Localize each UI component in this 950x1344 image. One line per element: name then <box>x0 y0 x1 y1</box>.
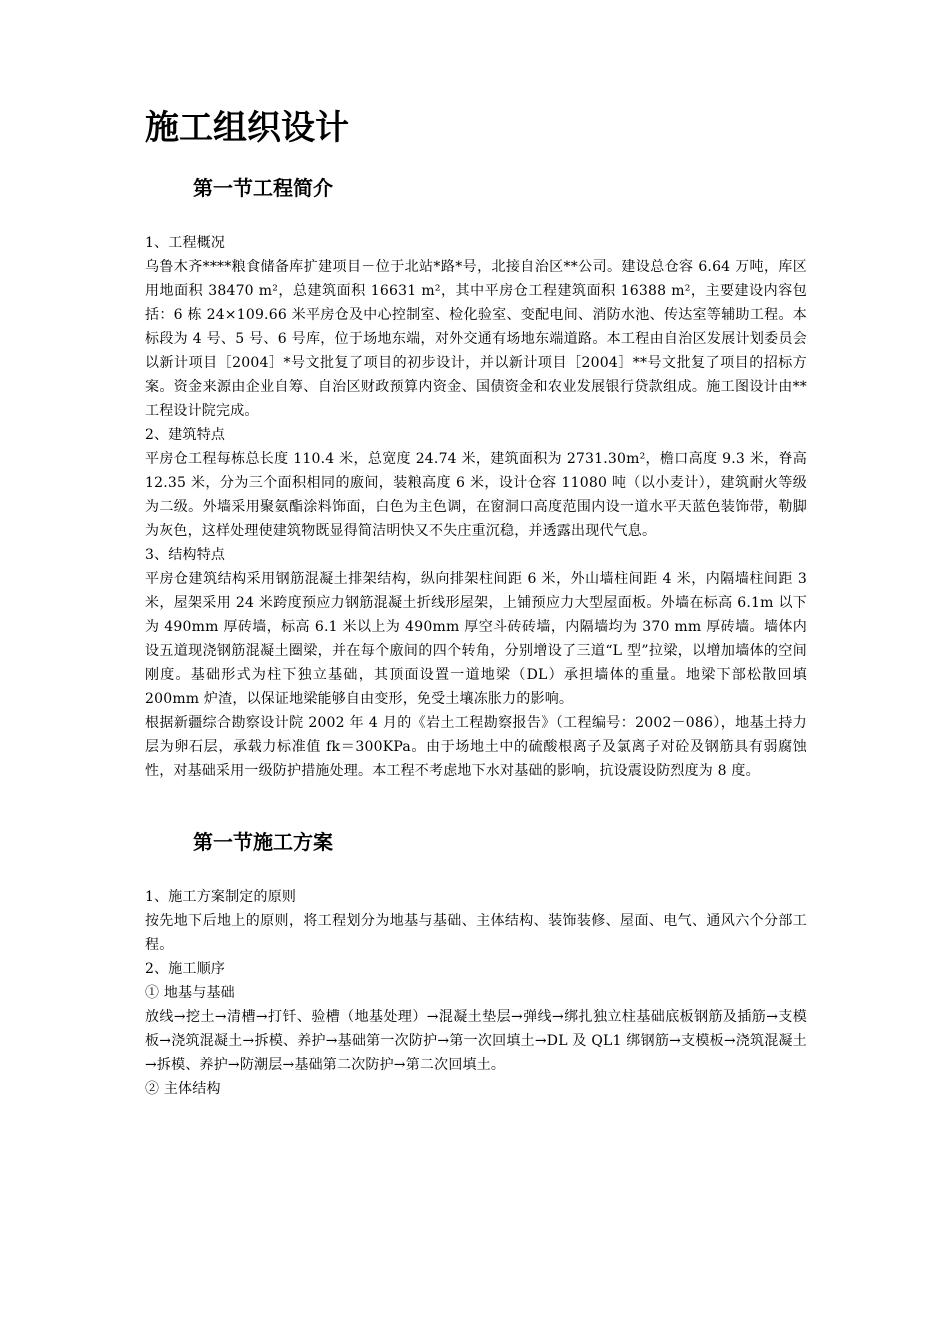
paragraph-structural-features: 平房仓建筑结构采用钢筋混凝土排架结构，纵向排架柱间距 6 米，外山墙柱间距 4 米，内隔墙柱间距 3 米，屋架采用 24 米跨度预应力钢筋混凝土折线形屋架，上铺预应力大型屋面板。外墙在标高 6.1m 以下为 490mm 厚砖墙，标高 6.1 米以上为 490mm 厚空斗砖砖墙，内隔墙均为 370 mm 厚砖墙。墙体内设五道现浇钢筋混凝土圈梁，并在每个廒间的四个转角，分别增设了三道“L 型”拉梁，以增加墙体的空间刚度。基础形式为柱下独立基础，其顶面设置一道地梁（DL）承担墙体的重量。地梁下部松散回填 200mm 炉渣，以保证地梁能够自由变形，免受土壤冻胀力的影响。 <box>145 571 807 707</box>
document-title: 施工组织设计 <box>145 108 349 148</box>
subheading-main-structure: ② 主体结构 <box>145 1081 221 1097</box>
document-page <box>145 105 807 1101</box>
paragraph-architectural-features: 平房仓工程每栋总长度 110.4 米，总宽度 24.74 米，建筑面积为 2731.30m²，檐口高度 9.3 米，脊高 12.35 米，分为三个面积相同的廒间，装粮高度 6 米，设计仓容 11080 吨（以小麦计），建筑耐火等级为二级。外墙采用聚氨酯涂料饰面，白色为主色调，在窗洞口高度范围内设一道水平天蓝色装饰带，勒脚为灰色，这样处理使建筑物既显得简洁明快又不失庄重沉稳，并透露出现代气息。 <box>145 451 807 539</box>
subheading-architectural-features: 2、建筑特点 <box>145 427 226 443</box>
subheading-project-overview: 1、工程概况 <box>145 235 226 251</box>
subheading-construction-sequence: 2、施工顺序 <box>145 961 226 977</box>
paragraph-project-overview: 乌鲁木齐****粮食储备库扩建项目－位于北站*路*号，北接自治区**公司。建设总仓容 6.64 万吨，库区用地面积 38470 m²，总建筑面积 16631 m²，其中平房仓工程建筑面积 16388 m²，主要建设内容包括：6 栋 24×109.66 米平房仓及中心控制室、检化验室、变配电间、消防水池、传达室等辅助工程。本标段为 4 号、5 号、6 号库，位于场地东端，对外交通有场地东端道路。本工程由自治区发展计划委员会以新计项目［2004］*号文批复了项目的初步设计，并以新计项目［2004］**号文批复了项目的招标方案。资金来源由企业自筹、自治区财政预算内资金、国债资金和农业发展银行贷款组成。施工图设计由**工程设计院完成。 <box>145 259 807 419</box>
paragraph-plan-principles: 按先地下后地上的原则，将工程划分为地基与基础、主体结构、装饰装修、屋面、电气、通风六个分部工程。 <box>145 913 807 953</box>
subheading-structural-features: 3、结构特点 <box>145 547 226 563</box>
paragraph-geotechnical-report: 根据新疆综合勘察设计院 2002 年 4 月的《岩土工程勘察报告》（工程编号：2002－086），地基土持力层为卵石层，承载力标准值 fk＝300KPa。由于场地土中的硫酸根离子及氯离子对砼及钢筋具有弱腐蚀性，对基础采用一级防护措施处理。本工程不考虑地下水对基础的影响，抗设震设防烈度为 8 度。 <box>145 715 807 779</box>
paragraph-foundation-sequence: 放线→挖土→清槽→打钎、验槽（地基处理）→混凝土垫层→弹线→绑扎独立柱基础底板钢筋及插筋→支模板→浇筑混凝土→拆模、养护→基础第一次防护→第一次回填土→DL 及 QL1 绑钢筋→支模板→浇筑混凝土→拆模、养护→防潮层→基础第二次防护→第二次回填土。 <box>145 1009 807 1073</box>
subheading-plan-principles: 1、施工方案制定的原则 <box>145 889 297 905</box>
section-heading-project-overview: 第一节工程简介 <box>193 176 333 200</box>
section-heading-construction-plan: 第一节施工方案 <box>193 830 333 854</box>
subheading-foundation: ① 地基与基础 <box>145 985 235 1001</box>
